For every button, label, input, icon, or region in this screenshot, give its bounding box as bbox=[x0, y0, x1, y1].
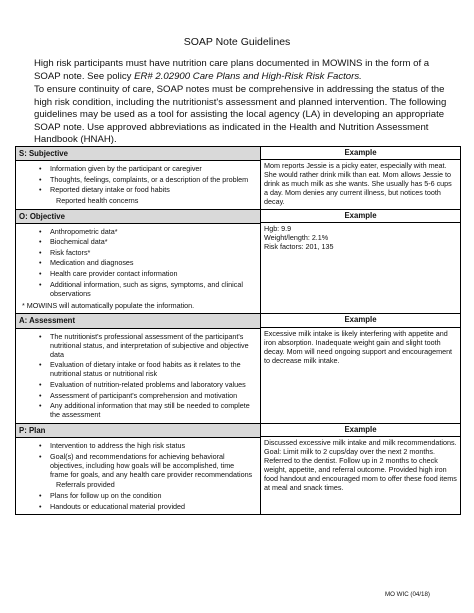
guideline-list bbox=[16, 329, 260, 423]
example-header: Example bbox=[261, 147, 460, 160]
section-assessment bbox=[16, 314, 461, 423]
soap-table bbox=[15, 146, 461, 515]
example-line: Weight/length: 2.1% bbox=[264, 232, 329, 242]
guideline-item: • Anthropometric data* bbox=[50, 227, 254, 236]
guideline-item: • Intervention to address the high risk status bbox=[50, 441, 254, 450]
plan-example bbox=[261, 423, 461, 514]
guideline-list bbox=[16, 161, 260, 208]
auto-populate-note: * MOWINS will automatically populate the information. bbox=[22, 301, 195, 311]
example-line: Risk factors: 201, 135 bbox=[264, 241, 334, 251]
guideline-list bbox=[16, 438, 260, 514]
intro-text-2: To ensure continuity of care, SOAP notes must be comprehensive in addressing the status of the high risk condition, including the nutritionist's assessment and planned intervention. The following guidelines may be used as a tool for assisting the local agency (LA) in developing an appropriate SOAP note. Use approved abbreviations as indicated in the Health and Nutrition Assessment Handbook (HNAH). bbox=[34, 84, 447, 146]
assessment-example bbox=[261, 314, 461, 423]
guideline-item: • Evaluation of nutrition-related problems and laboratory values bbox=[50, 380, 254, 389]
subjective-example bbox=[261, 147, 461, 210]
assessment-guidelines bbox=[16, 314, 261, 423]
guideline-item: • Thoughts, feelings, complaints, or a description of the problem bbox=[50, 175, 254, 184]
objective-guidelines bbox=[16, 209, 261, 314]
section-header: O: Objective bbox=[16, 210, 260, 224]
guideline-item: • Information given by the participant or caregiver bbox=[50, 164, 254, 173]
guideline-item: Reported health concerns bbox=[56, 195, 139, 205]
intro-paragraph-2 bbox=[34, 84, 454, 147]
example-line: Hgb: 9.9 bbox=[264, 223, 292, 233]
example-text: Mom reports Jessie is a picky eater, especially with meat. She would rather drink milk than eat. Mom allows Jessie to drink as much milk as she wants. She usually has 5-6 cups a day. Mom denies any current illness, but notices tooth decay. bbox=[264, 161, 452, 207]
objective-example bbox=[261, 209, 461, 314]
section-subjective bbox=[16, 147, 461, 210]
section-plan bbox=[16, 423, 461, 514]
section-header: A: Assessment bbox=[16, 314, 260, 328]
example-header: Example bbox=[261, 424, 460, 437]
intro-paragraph-1 bbox=[34, 58, 454, 83]
example-text bbox=[261, 223, 460, 253]
guideline-item: • Goal(s) and recommendations for achieving behavioral objectives, including how goals will be accomplished, time frame for goals, and any health care provider recommendations bbox=[50, 452, 254, 479]
section-header: P: Plan bbox=[16, 424, 260, 438]
guideline-item: • Plans for follow up on the condition bbox=[50, 491, 254, 500]
guideline-item: • Handouts or educational material provided bbox=[50, 502, 254, 511]
page-title: SOAP Note Guidelines bbox=[183, 36, 291, 48]
intro-text: High risk participants must have nutrition care plans documented in MOWINS in the form of a SOAP note. See policy bbox=[34, 58, 430, 82]
plan-guidelines bbox=[16, 423, 261, 514]
section-objective bbox=[16, 209, 461, 314]
guideline-item: Referrals provided bbox=[56, 480, 115, 490]
example-text: Excessive milk intake is likely interfering with appetite and iron absorption. Inadequate weight gain and slight tooth decay. Mom will need ongoing support and encouragement to decrease milk intake. bbox=[264, 328, 453, 365]
guideline-item: • Any additional information that may still be needed to complete the assessment bbox=[50, 401, 254, 419]
section-header: S: Subjective bbox=[16, 147, 260, 161]
guideline-item: • Biochemical data* bbox=[50, 237, 254, 246]
subjective-guidelines bbox=[16, 147, 261, 210]
example-header: Example bbox=[261, 314, 460, 327]
example-text: Discussed excessive milk intake and milk recommendations. Goal: Limit milk to 2 cups/day over the next 2 months. Referred to the dentist. Follow up in 2 months to check weight, appetite, and referral outcome. Provided high iron food handout and encouraged mom to offer these food items at meal and snack times. bbox=[264, 437, 457, 493]
footer-code: MO WIC (04/18) bbox=[384, 591, 430, 598]
guideline-item: • The nutritionist's professional assessment of the participant's nutritional status, and interpretation of subjective and objective data bbox=[50, 332, 254, 359]
guideline-item: • Additional information, such as signs, symptoms, and clinical observations bbox=[50, 280, 254, 298]
guideline-item: • Health care provider contact information bbox=[50, 269, 254, 278]
guideline-item: • Reported dietary intake or food habits bbox=[50, 185, 254, 194]
guideline-item: • Assessment of participant's comprehension and motivation bbox=[50, 391, 254, 400]
guideline-item: • Medication and diagnoses bbox=[50, 258, 254, 267]
guideline-item: • Evaluation of dietary intake or food habits as it relates to the nutritional status or nutritional risk bbox=[50, 360, 254, 378]
guideline-list bbox=[16, 224, 260, 302]
example-header: Example bbox=[261, 210, 460, 223]
guideline-item: • Risk factors* bbox=[50, 248, 254, 257]
policy-reference: ER# 2.02900 Care Plans and High-Risk Risk Factors. bbox=[134, 70, 362, 82]
